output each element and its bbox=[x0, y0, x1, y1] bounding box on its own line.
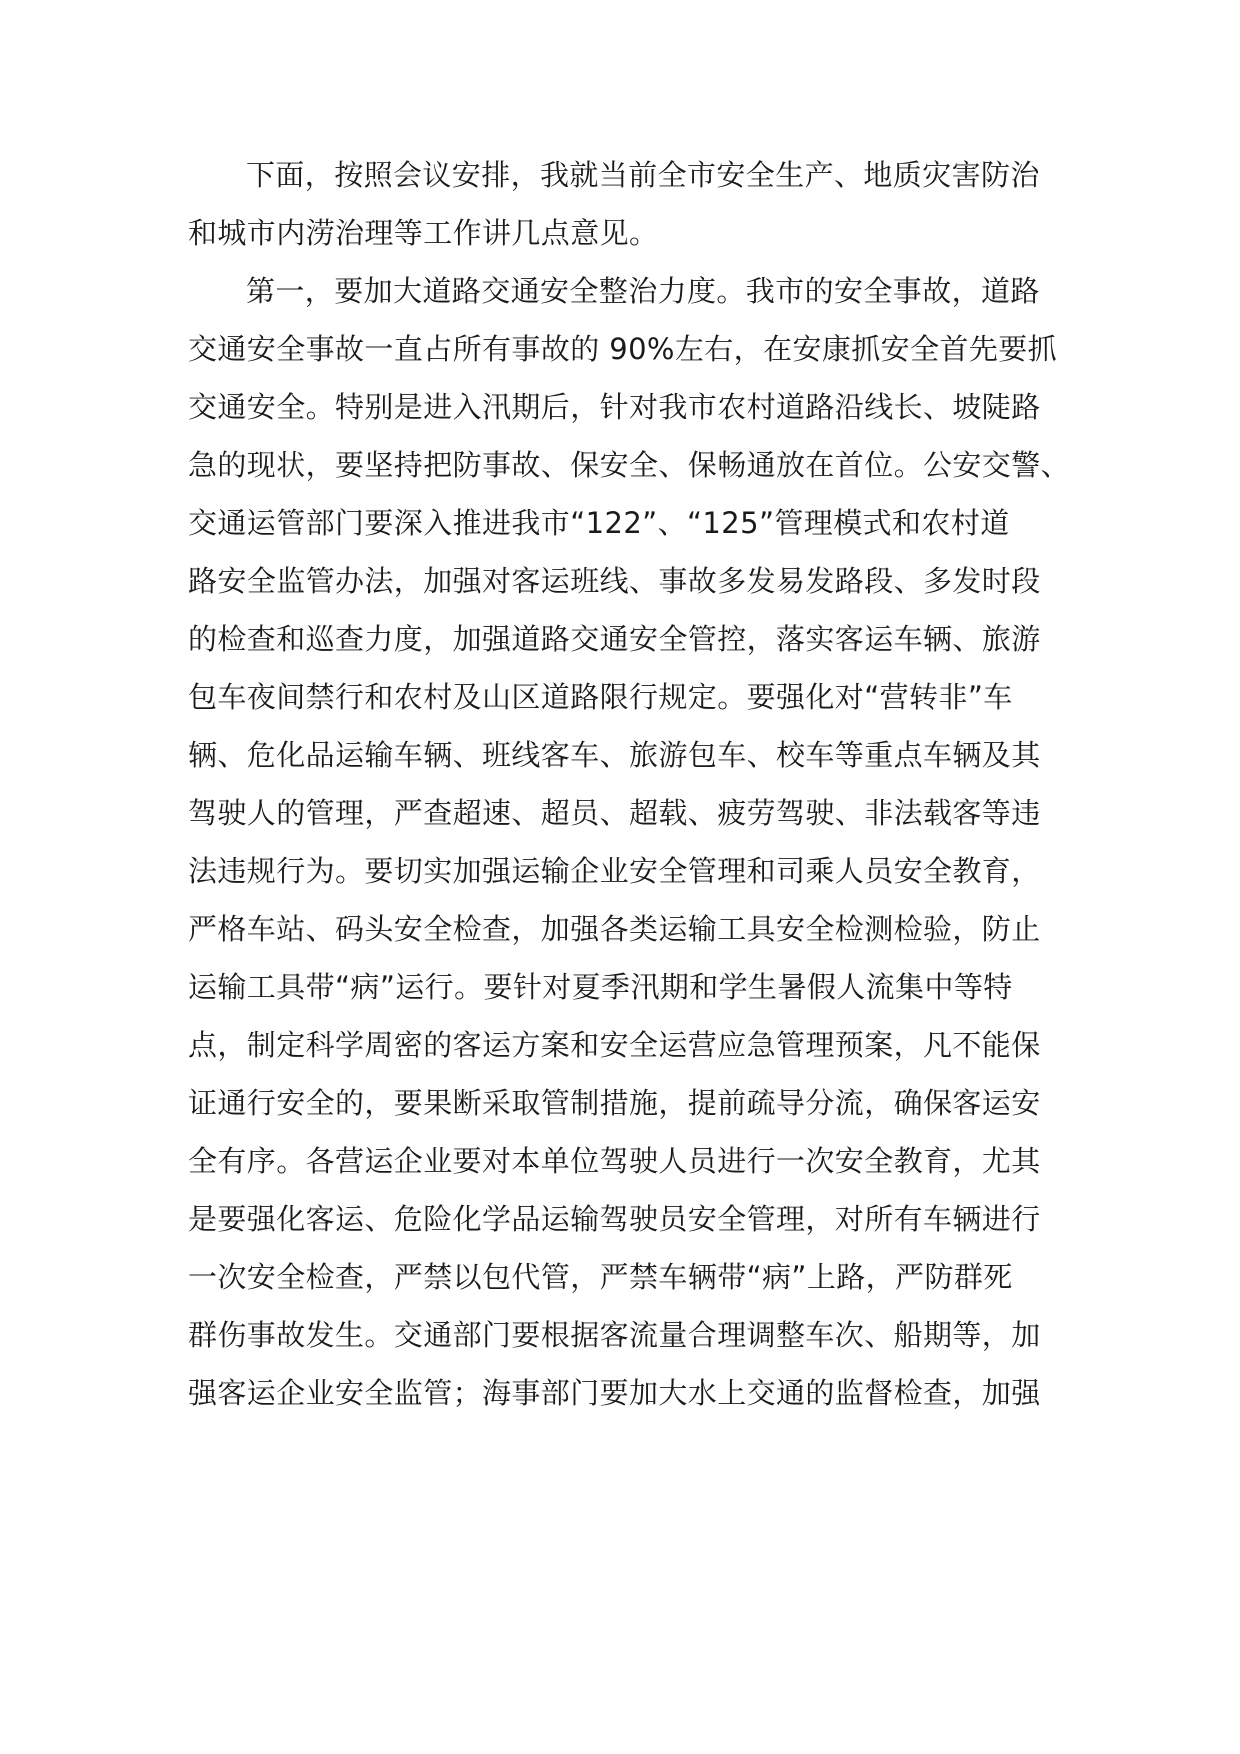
paragraph-2-line-3: 交通安全。特别是进入汛期后，针对我市农村道路沿线长、坡陡路 bbox=[188, 390, 1041, 424]
paragraph-2-line-19: 群伤事故发生。交通部门要根据客流量合理调整车次、船期等，加 bbox=[188, 1318, 1041, 1352]
paragraph-2-line-10: 驾驶人的管理，严查超速、超员、超载、疲劳驾驶、非法载客等违 bbox=[188, 796, 1041, 830]
paragraph-2-line-4: 急的现状，要坚持把防事故、保安全、保畅通放在首位。公安交警、 bbox=[188, 448, 1071, 482]
paragraph-2-line-1: 第一，要加大道路交通安全整治力度。我市的安全事故，道路 bbox=[246, 274, 1040, 308]
paragraph-2-line-20: 强客运企业安全监管；海事部门要加大水上交通的监督检查，加强 bbox=[188, 1376, 1041, 1410]
paragraph-1-line-2: 和城市内涝治理等工作讲几点意见。 bbox=[188, 216, 659, 250]
paragraph-2-line-2: 交通安全事故一直占所有事故的 90%左右，在安康抓安全首先要抓 bbox=[188, 332, 1058, 366]
paragraph-2-line-13: 运输工具带“病”运行。要针对夏季汛期和学生暑假人流集中等特 bbox=[188, 970, 1013, 1004]
paragraph-2-line-11: 法违规行为。要切实加强运输企业安全管理和司乘人员安全教育， bbox=[188, 854, 1041, 888]
paragraph-2-line-9: 辆、危化品运输车辆、班线客车、旅游包车、校车等重点车辆及其 bbox=[188, 738, 1041, 772]
paragraph-2-line-15: 证通行安全的，要果断采取管制措施，提前疏导分流，确保客运安 bbox=[188, 1086, 1041, 1120]
paragraph-2-line-18: 一次安全检查，严禁以包代管，严禁车辆带“病”上路，严防群死 bbox=[188, 1260, 1013, 1294]
paragraph-1-line-1: 下面，按照会议安排，我就当前全市安全生产、地质灾害防治 bbox=[246, 158, 1040, 192]
paragraph-2-line-14: 点，制定科学周密的客运方案和安全运营应急管理预案，凡不能保 bbox=[188, 1028, 1041, 1062]
paragraph-2-line-7: 的检查和巡查力度，加强道路交通安全管控，落实客运车辆、旅游 bbox=[188, 622, 1041, 656]
paragraph-2-line-5: 交通运管部门要深入推进我市“122”、“125”管理模式和农村道 bbox=[188, 506, 1010, 540]
paragraph-2-line-6: 路安全监管办法，加强对客运班线、事故多发易发路段、多发时段 bbox=[188, 564, 1041, 598]
paragraph-2-line-17: 是要强化客运、危险化学品运输驾驶员安全管理，对所有车辆进行 bbox=[188, 1202, 1041, 1236]
paragraph-2-line-8: 包车夜间禁行和农村及山区道路限行规定。要强化对“营转非”车 bbox=[188, 680, 1013, 714]
paragraph-2-line-16: 全有序。各营运企业要对本单位驾驶人员进行一次安全教育，尤其 bbox=[188, 1144, 1041, 1178]
paragraph-2-line-12: 严格车站、码头安全检查，加强各类运输工具安全检测检验，防止 bbox=[188, 912, 1041, 946]
